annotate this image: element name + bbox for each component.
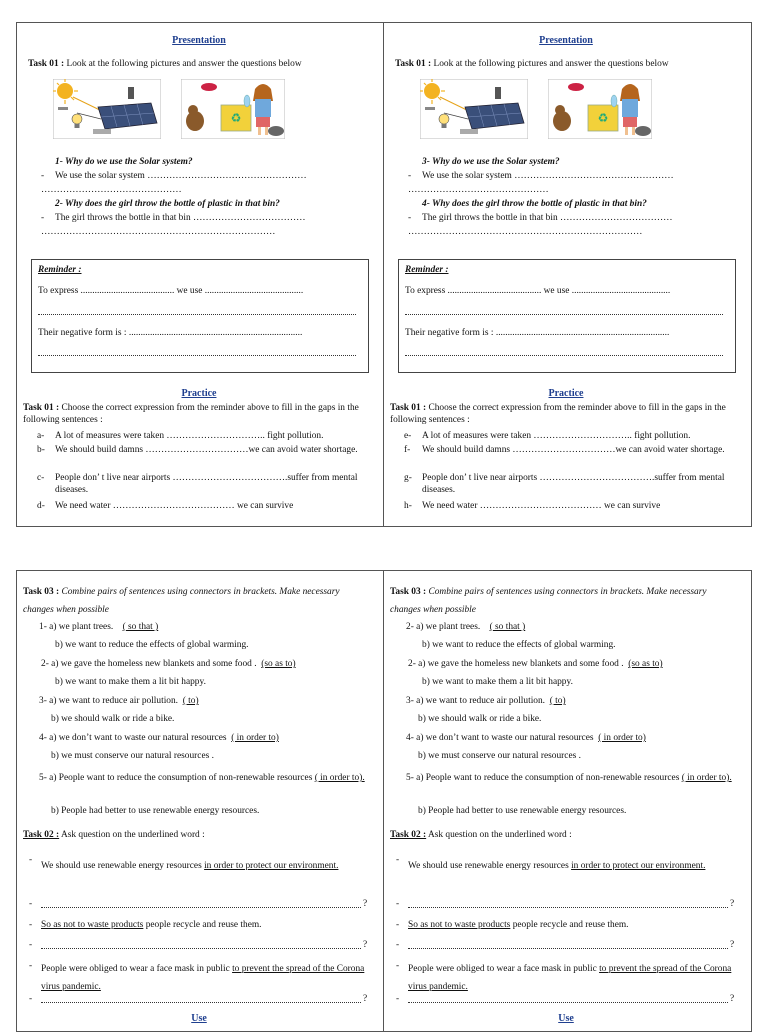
pair-a-text: 3- a) we want to reduce air pollution. xyxy=(39,696,179,706)
top-column-left xyxy=(23,23,375,526)
practice-item xyxy=(37,430,369,442)
worksheet-top xyxy=(16,22,752,527)
sentence-pair-a xyxy=(39,732,279,744)
question-item xyxy=(408,960,748,996)
sentence-pair-b: b) we must conserve our natural resources . xyxy=(51,751,214,761)
item-mark: g- xyxy=(404,473,412,483)
item-mark: c- xyxy=(37,473,45,483)
item-mark: f- xyxy=(404,445,411,455)
task1-instruction xyxy=(395,58,669,70)
pair-a-text: 2- a) we gave the homeless new blankets and some food . xyxy=(408,659,624,669)
sentence-pair-b: b) People had better to use renewable energy resources. xyxy=(418,806,627,816)
pair-a-text: 2- a) we gave the homeless new blankets and some food . xyxy=(41,659,257,669)
task-label: Task 01 : xyxy=(390,403,427,413)
task-text: Combine pairs of sentences using connectors in brackets. Make necessary changes when possible xyxy=(23,587,340,615)
practice-item xyxy=(37,500,369,512)
item-mark: b- xyxy=(37,445,45,455)
item-text: We need water ………………………………… we can survive xyxy=(55,501,294,511)
svg-text:♻: ♻ xyxy=(597,111,609,125)
task-text: Look at the following pictures and answer the questions below xyxy=(66,59,302,69)
task-text: Ask question on the underlined word : xyxy=(60,830,205,840)
sentence-pair-b: b) we want to reduce the effects of global warming. xyxy=(422,640,616,650)
question-item xyxy=(41,854,377,879)
reminder-line-2: Their negative form is : .......................................................................... xyxy=(38,328,303,338)
svg-text:♻: ♻ xyxy=(230,111,242,125)
item-mark: e- xyxy=(404,431,412,441)
sentence-pair-b: b) People had better to use renewable energy resources. xyxy=(51,806,260,816)
pair-a-text: 1- a) we plant trees. xyxy=(39,622,114,632)
task-label: Task 02 : xyxy=(23,830,60,840)
task-text: Combine pairs of sentences using connectors in brackets. Make necessary changes when possible xyxy=(390,587,707,615)
reminder-box xyxy=(398,259,736,373)
question-text: people recycle and reuse them. xyxy=(143,920,262,930)
sentence-pair-a xyxy=(39,695,199,707)
task-text: Look at the following pictures and answer the questions below xyxy=(433,59,669,69)
question-4: 4- Why does the girl throw the bottle of plastic in that bin? xyxy=(422,199,647,209)
question-mark: ? xyxy=(363,994,368,1004)
bullet-dash: - xyxy=(396,961,400,971)
practice-item xyxy=(404,430,736,442)
column-divider xyxy=(383,23,384,526)
practice-instruction xyxy=(23,402,367,426)
question-text: People were obliged to wear a face mask in public xyxy=(408,964,600,974)
sentence-pair-a xyxy=(39,621,158,633)
underlined-phrase: So as not to waste products xyxy=(41,920,144,930)
answer-4-continuation: ………………………………………………………………… xyxy=(408,227,643,237)
answer-blank-line[interactable] xyxy=(41,1002,361,1003)
practice-heading: Practice xyxy=(548,388,584,399)
item-text: A lot of measures were taken ………………………….. fight pollution. xyxy=(55,431,324,441)
question-item xyxy=(408,854,744,879)
sentence-pair-b: b) we want to make them a lit bit happy. xyxy=(422,677,573,687)
sentence-pair-a xyxy=(408,658,663,670)
question-item xyxy=(41,919,262,931)
task-label: Task 01 : xyxy=(28,59,65,69)
reminder-blank-line[interactable] xyxy=(38,314,356,315)
reminder-line-1: To express ........................................ we use .......................................... xyxy=(405,286,671,296)
question-mark: ? xyxy=(363,899,368,909)
solar-panel-illustration xyxy=(53,79,161,139)
sentence-pair-b: b) we should walk or ride a bike. xyxy=(51,714,175,724)
answer-2-text: The girl throws the bottle in that bin ……………………………… xyxy=(55,213,306,223)
sentence-pair-b: b) we must conserve our natural resources . xyxy=(418,751,581,761)
answer-blank-line[interactable] xyxy=(408,907,728,908)
pair-a-text: 4- a) we don’t want to waste our natural resources xyxy=(39,733,227,743)
bullet-dash: - xyxy=(396,994,400,1004)
practice-heading: Practice xyxy=(181,388,217,399)
answer-3-continuation: ……………………………………… xyxy=(408,185,549,195)
answer-1: - We use the solar system …………………………………………… xyxy=(41,171,307,181)
answer-4-text: The girl throws the bottle in that bin ……………………………… xyxy=(422,213,673,223)
item-text: A lot of measures were taken ………………………….. fight pollution. xyxy=(422,431,691,441)
task-label: Task 02 : xyxy=(390,830,427,840)
sentence-pair-b: b) we want to reduce the effects of global warming. xyxy=(55,640,249,650)
connector: ( so that ) xyxy=(122,622,159,632)
question-mark: ? xyxy=(363,940,368,950)
connector: (so as to) xyxy=(261,659,296,669)
reminder-title: Reminder : xyxy=(38,265,82,275)
answer-blank-line[interactable] xyxy=(41,948,361,949)
connector: ( in order to). xyxy=(681,773,732,783)
answer-blank-line[interactable] xyxy=(408,948,728,949)
task-label: Task 03 : xyxy=(23,587,60,597)
practice-item xyxy=(404,444,736,456)
connector: ( in order to) xyxy=(598,733,646,743)
question-text: People were obliged to wear a face mask in public xyxy=(41,964,233,974)
sentence-pair-b: b) we want to make them a lit bit happy. xyxy=(55,677,206,687)
worksheet-bottom xyxy=(16,570,752,1032)
underlined-phrase: to prevent the spread of the Corona virus pandemic. xyxy=(408,964,732,992)
column-divider xyxy=(383,571,384,1031)
pair-a-text: 5- a) People want to reduce the consumption of non-renewable resources xyxy=(39,773,313,783)
question-text: We should use renewable energy resources xyxy=(408,861,572,871)
reminder-line-1: To express ........................................ we use .......................................... xyxy=(38,286,304,296)
bullet-dash: - xyxy=(29,920,33,930)
answer-blank-line[interactable] xyxy=(41,907,361,908)
connector: ( in order to). xyxy=(314,773,365,783)
question-2: 2- Why does the girl throw the bottle of plastic in that bin? xyxy=(55,199,280,209)
practice-instruction xyxy=(390,402,734,426)
task3-instruction xyxy=(390,583,734,619)
task-text: Choose the correct expression from the reminder above to fill in the gaps in the following sentences : xyxy=(390,403,726,425)
underlined-phrase: So as not to waste products xyxy=(408,920,511,930)
task2-instruction xyxy=(23,829,205,841)
top-column-right xyxy=(390,23,742,526)
question-text: people recycle and reuse them. xyxy=(510,920,629,930)
bullet-dash: - xyxy=(29,961,33,971)
presentation-heading: Presentation xyxy=(539,35,593,46)
bullet-dash: - xyxy=(396,920,400,930)
item-text: We should build damns ……………………………we can avoid water shortage. xyxy=(55,445,358,455)
connector: ( to) xyxy=(549,696,566,706)
item-text: We need water ………………………………… we can survive xyxy=(422,501,661,511)
pair-a-text: 4- a) we don’t want to waste our natural resources xyxy=(406,733,594,743)
pair-a-text: 3- a) we want to reduce air pollution. xyxy=(406,696,546,706)
reminder-blank-line[interactable] xyxy=(405,314,723,315)
practice-item xyxy=(37,444,369,456)
task1-instruction xyxy=(28,58,302,70)
reminder-title: Reminder : xyxy=(405,265,449,275)
sentence-pair-a xyxy=(406,695,566,707)
bullet-dash: - xyxy=(29,994,33,1004)
task3-instruction xyxy=(23,583,367,619)
item-text: People don’ t live near airports ……………………………….suffer from mental diseases. xyxy=(55,473,358,495)
answer-2: - The girl throws the bottle in that bin ……………………………… xyxy=(41,213,306,223)
bullet-dash: - xyxy=(396,899,400,909)
question-item xyxy=(408,919,629,931)
recycling-girl-illustration xyxy=(548,79,652,139)
answer-1-text: We use the solar system …………………………………………… xyxy=(55,171,307,181)
use-heading: Use xyxy=(191,1013,207,1024)
reminder-blank-line[interactable] xyxy=(405,355,723,356)
connector: ( to) xyxy=(182,696,199,706)
bullet-dash: - xyxy=(29,940,33,950)
task-label: Task 01 : xyxy=(23,403,60,413)
bullet-dash: - xyxy=(396,855,400,865)
bottom-column-right xyxy=(390,571,742,1031)
sentence-pair-a xyxy=(390,769,742,787)
pair-a-text: 5- a) People want to reduce the consumption of non-renewable resources xyxy=(406,773,680,783)
practice-item xyxy=(37,472,369,496)
question-1: 1- Why do we use the Solar system? xyxy=(55,157,193,167)
answer-blank-line[interactable] xyxy=(408,1002,728,1003)
sentence-pair-b: b) we should walk or ride a bike. xyxy=(418,714,542,724)
answer-2-continuation: ………………………………………………………………… xyxy=(41,227,276,237)
recycling-girl-illustration xyxy=(181,79,285,139)
task2-instruction xyxy=(390,829,572,841)
task-label: Task 01 : xyxy=(395,59,432,69)
answer-1-continuation: ……………………………………… xyxy=(41,185,182,195)
item-mark: h- xyxy=(404,501,412,511)
question-text: We should use renewable energy resources xyxy=(41,861,205,871)
reminder-blank-line[interactable] xyxy=(38,355,356,356)
underlined-phrase: in order to protect our environment. xyxy=(571,861,706,871)
practice-item xyxy=(404,500,736,512)
answer-3: - We use the solar system …………………………………………… xyxy=(408,171,674,181)
bottom-column-left xyxy=(23,571,375,1031)
use-heading: Use xyxy=(558,1013,574,1024)
task-label: Task 03 : xyxy=(390,587,427,597)
presentation-heading: Presentation xyxy=(172,35,226,46)
sentence-pair-a xyxy=(406,732,646,744)
underlined-phrase: in order to protect our environment. xyxy=(204,861,339,871)
sentence-pair-a xyxy=(406,621,525,633)
item-text: People don’ t live near airports ……………………………….suffer from mental diseases. xyxy=(422,473,725,495)
item-mark: a- xyxy=(37,431,45,441)
question-mark: ? xyxy=(730,899,735,909)
practice-item xyxy=(404,472,736,496)
bullet-dash: - xyxy=(396,940,400,950)
connector: ( so that ) xyxy=(489,622,526,632)
connector: ( in order to) xyxy=(231,733,279,743)
item-text: We should build damns ……………………………we can avoid water shortage. xyxy=(422,445,725,455)
reminder-box xyxy=(31,259,369,373)
pair-a-text: 2- a) we plant trees. xyxy=(406,622,481,632)
task-text: Choose the correct expression from the reminder above to fill in the gaps in the following sentences : xyxy=(23,403,359,425)
task-text: Ask question on the underlined word : xyxy=(427,830,572,840)
question-mark: ? xyxy=(730,994,735,1004)
item-mark: d- xyxy=(37,501,45,511)
solar-panel-illustration xyxy=(420,79,528,139)
bullet-dash: - xyxy=(29,855,33,865)
connector: (so as to) xyxy=(628,659,663,669)
underlined-phrase: to prevent the spread of the Corona virus pandemic. xyxy=(41,964,365,992)
bullet-dash: - xyxy=(29,899,33,909)
question-item xyxy=(41,960,381,996)
answer-3-text: We use the solar system …………………………………………… xyxy=(422,171,674,181)
reminder-line-2: Their negative form is : .......................................................................... xyxy=(405,328,670,338)
question-3: 3- Why do we use the Solar system? xyxy=(422,157,560,167)
answer-4: - The girl throws the bottle in that bin ……………………………… xyxy=(408,213,673,223)
question-mark: ? xyxy=(730,940,735,950)
sentence-pair-a xyxy=(41,658,296,670)
sentence-pair-a xyxy=(23,769,375,787)
